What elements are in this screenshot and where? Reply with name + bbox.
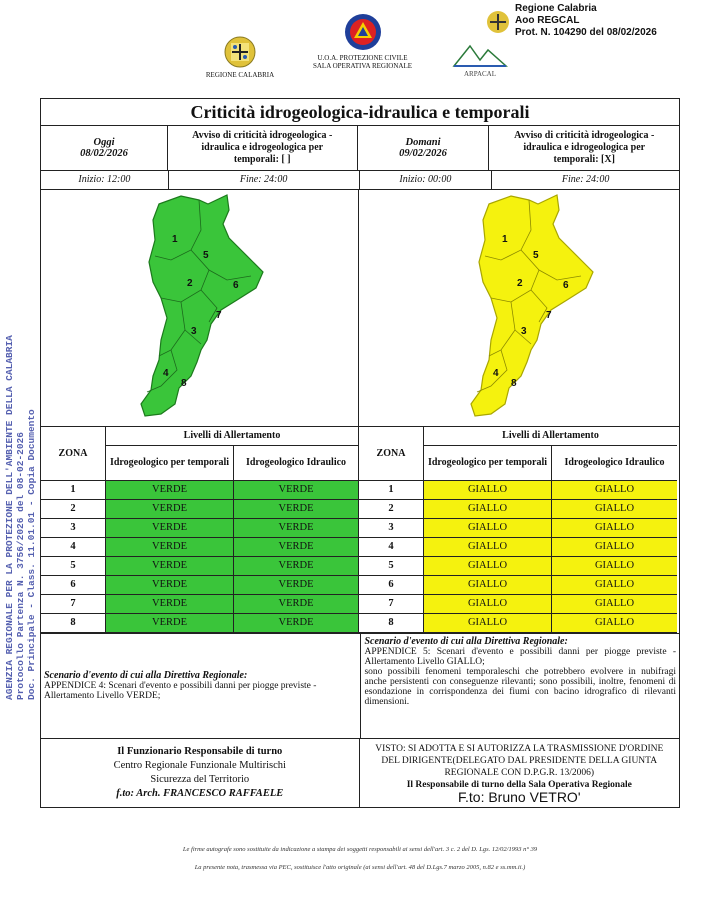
right-sign-line2: DEL DIRIGENTE(DELEGATO DAL PRESIDENTE DELLA GIUNTA <box>381 755 658 766</box>
idraulico-level: VERDE <box>234 537 359 556</box>
zone-number: 1 <box>359 480 424 499</box>
zone-number: 1 <box>41 480 106 499</box>
zone-number: 4 <box>359 537 424 556</box>
zone-number: 2 <box>41 499 106 518</box>
left-sign-line1: Centro Regionale Funzionale Multirischi <box>113 759 286 771</box>
map-zone-label: 3 <box>191 326 197 337</box>
temporali-level: GIALLO <box>424 537 552 556</box>
zone-number: 5 <box>41 556 106 575</box>
arpacal-icon <box>450 42 510 68</box>
idraulico-level: VERDE <box>234 613 359 632</box>
table-row <box>41 537 359 556</box>
tomorrow-end: Fine: 24:00 <box>561 174 610 185</box>
map-zone-label: 8 <box>181 378 187 389</box>
tomorrow-avviso-line3: temporali: [X] <box>553 154 615 165</box>
scenario-row <box>41 634 679 739</box>
table-row <box>41 518 359 537</box>
calabria-crest-icon <box>223 35 257 69</box>
temporali-level: VERDE <box>106 575 234 594</box>
calabria-map-today <box>41 190 358 426</box>
table-row <box>359 480 677 499</box>
scenario-heading: Scenario d'evento di cui alla Direttiva Regionale: <box>364 635 568 647</box>
today-scenario <box>41 634 361 738</box>
zone-number: 4 <box>41 537 106 556</box>
col-temporali-header: Idrogeologico per temporali <box>106 445 234 480</box>
temporali-level: VERDE <box>106 480 234 499</box>
today-scenario-text: APPENDICE 4: Scenari d'evento e possibili danni per piogge previste - Allertamento Livello VERDE; <box>44 681 317 701</box>
temporali-level: GIALLO <box>424 499 552 518</box>
alert-tables <box>41 427 679 634</box>
zone-number: 8 <box>41 613 106 632</box>
idraulico-level: GIALLO <box>552 575 678 594</box>
pc-line1: U.O.A. PROTEZIONE CIVILE <box>317 54 408 62</box>
today-avviso-line1: Avviso di criticità idrogeologica - <box>192 130 333 141</box>
table-row <box>359 594 677 613</box>
today-end: Fine: 24:00 <box>169 171 360 189</box>
side-stamp-line1: AGENZIA REGIONALE PER LA PROTEZIONE DELL'AMBIENTE DELLA CALABRIA <box>4 335 15 700</box>
calabria-map-tomorrow <box>359 190 678 426</box>
right-sign-title: Il Responsabile di turno della Sala Operativa Regionale <box>406 779 632 790</box>
temporali-level: GIALLO <box>424 613 552 632</box>
map-zone-label: 7 <box>546 310 552 321</box>
table-row <box>359 575 677 594</box>
idraulico-level: GIALLO <box>552 480 678 499</box>
map-zone-label: 1 <box>502 234 508 245</box>
side-stamp-line3: Doc. Principale - Class. 11.01.01 - Copia Documento <box>26 409 37 700</box>
tomorrow-scenario <box>361 634 679 738</box>
zone-number: 3 <box>41 518 106 537</box>
idraulico-level: VERDE <box>234 575 359 594</box>
side-stamp-line2: Protocollo Partenza N. 3756/2026 del 08-02-2026 <box>15 432 26 700</box>
zone-number: 3 <box>359 518 424 537</box>
idraulico-level: GIALLO <box>552 613 678 632</box>
map-zone-label: 5 <box>533 250 539 261</box>
map-zone-label: 2 <box>187 278 193 289</box>
temporali-level: GIALLO <box>424 518 552 537</box>
calabria-label: REGIONE CALABRIA <box>205 71 275 79</box>
bulletin-title: Criticità idrogeologica-idraulica e temporali <box>41 99 679 126</box>
table-row <box>359 537 677 556</box>
table-row <box>359 499 677 518</box>
levels-header: Livelli di Allertamento <box>424 427 678 445</box>
side-protocol-stamp <box>4 270 37 700</box>
temporali-level: VERDE <box>106 518 234 537</box>
map-zone-label: 4 <box>493 368 499 379</box>
left-sign-line2: Sicurezza del Territorio <box>150 773 250 785</box>
today-avviso-line2: idraulica e idrogeologica per <box>201 142 324 153</box>
map-zone-label: 2 <box>517 278 523 289</box>
table-row <box>41 556 359 575</box>
tomorrow-scenario-text1: APPENDICE 5: Scenari d'evento e possibili danni per piogge previste - Allertamento Livello GIALLO; <box>364 646 676 667</box>
zone-number: 7 <box>359 594 424 613</box>
right-signature <box>360 739 680 807</box>
map-zone-label: 8 <box>511 378 517 389</box>
zona-header: ZONA <box>359 427 424 480</box>
tomorrow-alert-table <box>359 427 677 633</box>
temporali-level: GIALLO <box>424 575 552 594</box>
col-temporali-header: Idrogeologico per temporali <box>424 445 552 480</box>
idraulico-level: VERDE <box>234 518 359 537</box>
idraulico-level: GIALLO <box>552 556 678 575</box>
today-cell <box>41 126 168 170</box>
zone-number: 6 <box>359 575 424 594</box>
tomorrow-start: Inizio: 00:00 <box>360 171 493 189</box>
left-sign-title: Il Funzionario Responsabile di turno <box>117 745 283 757</box>
table-row <box>359 556 677 575</box>
levels-header: Livelli di Allertamento <box>106 427 359 445</box>
signature-row <box>41 739 679 807</box>
arpacal-label: ARPACAL <box>463 70 497 78</box>
zona-header: ZONA <box>41 427 106 480</box>
stamp-line1: Regione Calabria <box>515 3 597 14</box>
table-row <box>41 594 359 613</box>
stamp-line3: Prot. N. 104290 del 08/02/2026 <box>515 27 657 38</box>
idraulico-level: GIALLO <box>552 537 678 556</box>
map-zone-label: 6 <box>563 280 569 291</box>
right-sign-line1: VISTO: SI ADOTTA E SI AUTORIZZA LA TRASMISSIONE D'ORDINE <box>375 743 664 754</box>
tomorrow-cell <box>358 126 490 170</box>
pc-line2: SALA OPERATIVA REGIONALE <box>312 62 413 70</box>
map-zone-label: 6 <box>233 280 239 291</box>
table-row <box>359 518 677 537</box>
temporali-level: VERDE <box>106 594 234 613</box>
protezione-civile-icon <box>343 12 383 52</box>
protezione-civile-logo <box>305 12 420 70</box>
tomorrow-avviso <box>489 126 679 170</box>
zone-number: 6 <box>41 575 106 594</box>
temporali-level: VERDE <box>106 556 234 575</box>
temporali-level: VERDE <box>106 499 234 518</box>
tomorrow-label: Domani <box>405 137 441 148</box>
footer-line1: Le firme autografe sono sostituite da indicazione a stampa dei soggetti responsabili ai sensi dell'art. 3 c. 2 del D. Lgs. 12/02/1993 n° 39 <box>182 846 538 853</box>
right-signed-name: F.to: Bruno VETRO' <box>458 788 581 805</box>
today-map <box>41 190 359 426</box>
table-row <box>41 480 359 499</box>
idraulico-level: VERDE <box>234 499 359 518</box>
regione-calabria-logo <box>195 35 285 79</box>
bulletin-frame <box>40 98 680 808</box>
map-zone-label: 7 <box>216 310 222 321</box>
temporali-level: GIALLO <box>424 594 552 613</box>
today-start: Inizio: 12:00 <box>41 171 169 189</box>
temporali-level: GIALLO <box>424 480 552 499</box>
table-row <box>359 613 677 632</box>
footer-line2: La presente nota, trasmessa via PEC, sostituisce l'atto originale (ai sensi dell'art. 48 del D.Lgs.7 marzo 2005, n.82 e ss.mm.ii.) <box>194 864 526 871</box>
idraulico-level: GIALLO <box>552 518 678 537</box>
zone-number: 7 <box>41 594 106 613</box>
map-zone-label: 4 <box>163 368 169 379</box>
right-sign-line3: REGIONALE CON D.P.G.R. 13/2006) <box>444 767 595 778</box>
map-zone-label: 1 <box>172 234 178 245</box>
temporali-level: VERDE <box>106 537 234 556</box>
today-avviso-line3: temporali: [ ] <box>233 154 291 165</box>
temporali-level: GIALLO <box>424 556 552 575</box>
today-date: 08/02/2026 <box>80 148 128 159</box>
idraulico-level: GIALLO <box>552 594 678 613</box>
scenario-heading: Scenario d'evento di cui alla Direttiva Regionale: <box>44 670 248 681</box>
tomorrow-map <box>359 190 678 426</box>
table-row <box>41 613 359 632</box>
stamp-line2: Aoo REGCAL <box>515 15 580 26</box>
calabria-region-shape <box>471 195 593 416</box>
idraulico-level: GIALLO <box>552 499 678 518</box>
today-label: Oggi <box>93 137 115 148</box>
map-zone-label: 5 <box>203 250 209 261</box>
calabria-region-shape <box>141 195 263 416</box>
idraulico-level: VERDE <box>234 594 359 613</box>
temporali-level: VERDE <box>106 613 234 632</box>
col-idraulico-header: Idrogeologico Idraulico <box>234 445 359 480</box>
table-row <box>41 499 359 518</box>
zone-number: 5 <box>359 556 424 575</box>
left-signature <box>41 739 360 807</box>
tomorrow-avviso-line2: idraulica e idrogeologica per <box>523 142 646 153</box>
idraulico-level: VERDE <box>234 480 359 499</box>
time-row <box>41 171 679 190</box>
col-idraulico-header: Idrogeologico Idraulico <box>552 445 678 480</box>
table-row <box>41 575 359 594</box>
tomorrow-avviso-line1: Avviso di criticità idrogeologica - <box>514 130 655 141</box>
stamp-crest-icon <box>485 9 511 35</box>
tomorrow-scenario-text2: sono possibili fenomeni temporaleschi che potrebbero evolvere in nubifragi anche persistenti con conseguenze rilevanti; sono possibili, inoltre, fenomeni di esondazione in corrispondenza dei fiumi con bacino idrografico di rilevanti dimensioni. <box>364 666 676 707</box>
map-zone-label: 3 <box>521 326 527 337</box>
idraulico-level: VERDE <box>234 556 359 575</box>
maps-row <box>41 190 679 427</box>
today-alert-table <box>41 427 359 633</box>
tomorrow-date: 09/02/2026 <box>399 148 447 159</box>
day-header-row <box>41 126 679 171</box>
zone-number: 2 <box>359 499 424 518</box>
zone-number: 8 <box>359 613 424 632</box>
left-signed-name: f.to: Arch. FRANCESCO RAFFAELE <box>116 787 284 799</box>
arpacal-logo <box>435 42 525 78</box>
today-avviso <box>168 126 358 170</box>
